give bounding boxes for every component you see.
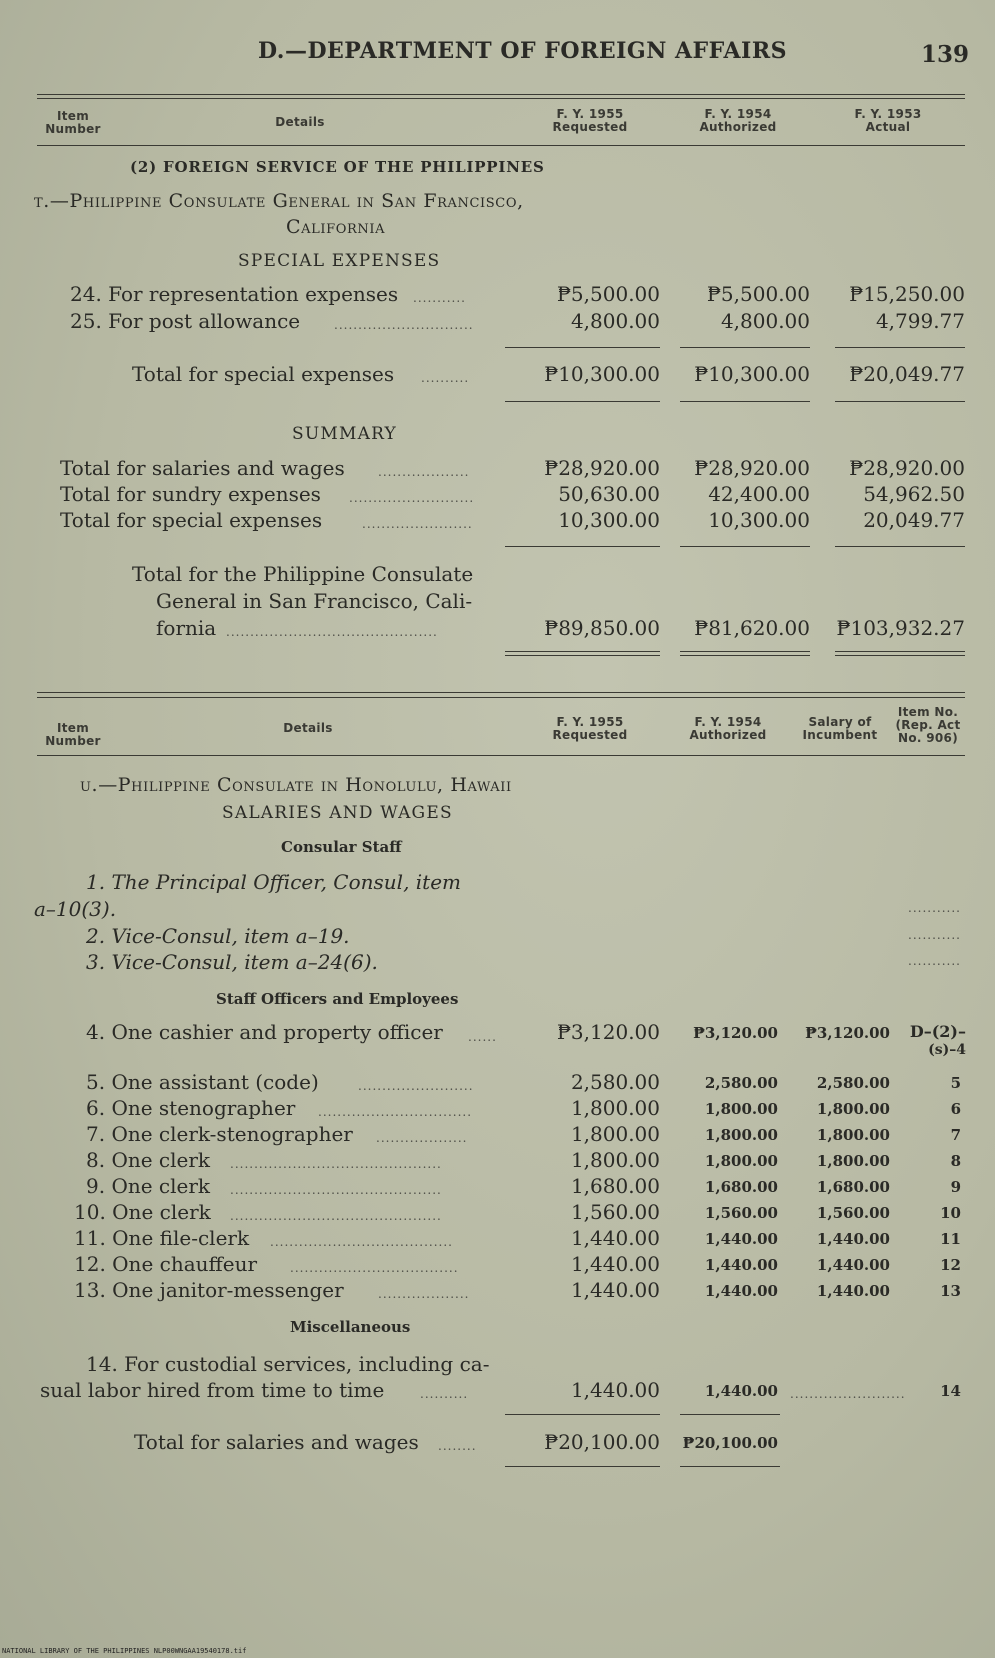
staff-heading: Staff Officers and Employees: [216, 990, 459, 1008]
staff-row-6-fy1954: 1,800.00: [704, 1100, 778, 1118]
staff-row-8-label: 8. One clerk: [86, 1148, 211, 1172]
table1-col-fy1955: F. Y. 1955 Requested: [552, 107, 628, 134]
staff-row-4-salary: ₱3,120.00: [805, 1024, 890, 1042]
staff-row-6-fy1955: 1,800.00: [570, 1096, 660, 1120]
table2-header-bottom-rule: [37, 755, 965, 756]
staff-row-13-item-no: 13: [940, 1282, 961, 1300]
staff-row-9-fy1954: 1,680.00: [704, 1178, 778, 1196]
staff-row-11-fy1955: 1,440.00: [570, 1226, 660, 1250]
summary-sundry-fy1954: 42,400.00: [708, 482, 810, 506]
staff-row-11-label: 11. One file-clerk: [74, 1226, 250, 1250]
consular-item-3: 3. Vice-Consul, item a–24(6).: [86, 950, 378, 974]
leader-dots: ........................: [790, 1387, 906, 1401]
consular-item-1-dots: ...........: [908, 901, 961, 915]
staff-row-7-label: 7. One clerk-stenographer: [86, 1122, 353, 1146]
sum-line: [835, 401, 965, 402]
summary-special-fy1953: 20,049.77: [863, 508, 965, 532]
staff-row-8-fy1954: 1,800.00: [704, 1152, 778, 1170]
summary-special-fy1955: 10,300.00: [558, 508, 660, 532]
table2-top-rule: [37, 692, 965, 693]
staff-row-5-fy1954: 2,580.00: [704, 1074, 778, 1092]
double-line: [835, 651, 965, 656]
page-number: 139: [921, 41, 970, 68]
total-salaries-fy1955: ₱20,100.00: [544, 1430, 660, 1454]
sum-line: [680, 1466, 780, 1467]
leader-dots: ..........: [420, 1387, 469, 1401]
total-salaries-fy1954: ₱20,100.00: [682, 1434, 778, 1452]
leader-dots: ............................................: [230, 1183, 442, 1197]
misc-row-14a: 14. For custodial services, including ca-: [86, 1352, 490, 1376]
leader-dots: ........................: [358, 1079, 474, 1093]
row-24-fy1955: ₱5,500.00: [556, 282, 660, 306]
staff-row-10-salary: 1,560.00: [816, 1204, 890, 1222]
table2-col-item: Item Number: [45, 721, 101, 748]
staff-row-12-fy1955: 1,440.00: [570, 1252, 660, 1276]
table1-header-bottom-rule: [37, 145, 965, 146]
leader-dots: .............................: [334, 318, 474, 332]
sum-line: [505, 401, 660, 402]
summary-sundry-fy1953: 54,962.50: [863, 482, 965, 506]
sum-line: [505, 347, 660, 348]
staff-row-11-fy1954: 1,440.00: [704, 1230, 778, 1248]
table2-col-salary: Salary of Incumbent: [802, 715, 878, 742]
leader-dots: ........: [438, 1439, 477, 1453]
row-24-fy1954: ₱5,500.00: [706, 282, 810, 306]
leader-dots: ...................: [378, 1287, 470, 1301]
staff-row-4-fy1954: ₱3,120.00: [693, 1024, 778, 1042]
staff-row-9-salary: 1,680.00: [816, 1178, 890, 1196]
table2-col-fy1955: F. Y. 1955 Requested: [552, 715, 628, 742]
salaries-heading: SALARIES AND WAGES: [222, 803, 453, 823]
sum-line: [680, 347, 810, 348]
misc-row-14b: sual labor hired from time to time: [40, 1378, 385, 1402]
misc-row-14-item-no: 14: [940, 1382, 961, 1400]
special-expenses-heading: SPECIAL EXPENSES: [238, 251, 441, 271]
staff-row-7-salary: 1,800.00: [816, 1126, 890, 1144]
staff-row-13-salary: 1,440.00: [816, 1282, 890, 1300]
total-salaries-label: Total for salaries and wages: [134, 1430, 419, 1454]
table1-col-details: Details: [275, 115, 325, 129]
sum-line: [835, 546, 965, 547]
staff-row-4-item-no: D–(2)–: [909, 1022, 966, 1041]
t-heading-line1: t.—Philippine Consulate General in San Francisco,: [34, 190, 524, 212]
sum-line: [505, 1466, 660, 1467]
summary-sundry-fy1955: 50,630.00: [558, 482, 660, 506]
sum-line: [835, 347, 965, 348]
staff-row-7-fy1954: 1,800.00: [704, 1126, 778, 1144]
staff-row-4-item-no-2: (s)–4: [928, 1042, 966, 1058]
total-special-fy1954: ₱10,300.00: [694, 362, 810, 386]
staff-row-8-item-no: 8: [950, 1152, 961, 1170]
consular-item-3-dots: ...........: [908, 954, 961, 968]
table1-top-rule: [37, 94, 965, 95]
row-25-fy1955: 4,800.00: [570, 309, 660, 333]
staff-row-10-fy1955: 1,560.00: [570, 1200, 660, 1224]
page-title: D.—DEPARTMENT OF FOREIGN AFFAIRS: [258, 38, 788, 64]
row-25-fy1954: 4,800.00: [720, 309, 810, 333]
total-special-label: Total for special expenses: [132, 362, 395, 386]
grand-total-line2: General in San Francisco, Cali-: [156, 589, 473, 613]
consular-item-1b: a–10(3).: [34, 897, 117, 921]
row-24-label: 24. For representation expenses: [70, 282, 399, 306]
row-25-fy1953: 4,799.77: [875, 309, 965, 333]
sum-line: [505, 546, 660, 547]
table2-col-details: Details: [283, 721, 333, 735]
staff-row-5-item-no: 5: [950, 1074, 961, 1092]
staff-row-10-fy1954: 1,560.00: [704, 1204, 778, 1222]
staff-row-8-fy1955: 1,800.00: [570, 1148, 660, 1172]
misc-heading: Miscellaneous: [290, 1318, 411, 1336]
table1-col-fy1953: F. Y. 1953 Actual: [854, 107, 922, 134]
staff-row-13-fy1955: 1,440.00: [570, 1278, 660, 1302]
summary-heading: SUMMARY: [292, 424, 397, 444]
row-24-fy1953: ₱15,250.00: [849, 282, 965, 306]
staff-row-10-item-no: 10: [940, 1204, 961, 1222]
staff-row-4-label: 4. One cashier and property officer: [86, 1020, 443, 1044]
summary-special-fy1954: 10,300.00: [708, 508, 810, 532]
leader-dots: .......................: [362, 517, 473, 531]
sum-line: [505, 1414, 660, 1415]
staff-row-9-item-no: 9: [950, 1178, 961, 1196]
staff-row-8-salary: 1,800.00: [816, 1152, 890, 1170]
staff-row-6-item-no: 6: [950, 1100, 961, 1118]
leader-dots: ............................................: [226, 625, 438, 639]
leader-dots: ...........: [413, 291, 466, 305]
row-25-label: 25. For post allowance: [70, 309, 301, 333]
consular-item-2: 2. Vice-Consul, item a–19.: [86, 924, 350, 948]
total-special-fy1953: ₱20,049.77: [849, 362, 965, 386]
sum-line: [680, 546, 810, 547]
staff-row-13-fy1954: 1,440.00: [704, 1282, 778, 1300]
summary-salaries-label: Total for salaries and wages: [60, 456, 345, 480]
consular-staff-heading: Consular Staff: [281, 838, 402, 856]
summary-special-label: Total for special expenses: [60, 508, 323, 532]
table2-col-fy1954: F. Y. 1954 Authorized: [689, 715, 767, 742]
grand-total-line3: fornia: [156, 616, 217, 640]
summary-salaries-fy1955: ₱28,920.00: [544, 456, 660, 480]
misc-row-14-fy1954: 1,440.00: [704, 1382, 778, 1400]
staff-row-12-item-no: 12: [940, 1256, 961, 1274]
grand-total-fy1955: ₱89,850.00: [544, 616, 660, 640]
staff-row-7-item-no: 7: [950, 1126, 961, 1144]
grand-total-fy1954: ₱81,620.00: [694, 616, 810, 640]
sum-line: [680, 401, 810, 402]
staff-row-5-label: 5. One assistant (code): [86, 1070, 319, 1094]
table1-top-rule-2: [37, 98, 965, 99]
total-special-fy1955: ₱10,300.00: [544, 362, 660, 386]
staff-row-5-salary: 2,580.00: [816, 1074, 890, 1092]
grand-total-line1: Total for the Philippine Consulate: [132, 562, 474, 586]
table1-col-item: Item Number: [45, 109, 101, 136]
u-heading: u.—Philippine Consulate in Honolulu, Hawaii: [80, 774, 512, 796]
double-line: [680, 651, 810, 656]
leader-dots: ..........: [421, 371, 470, 385]
staff-row-7-fy1955: 1,800.00: [570, 1122, 660, 1146]
grand-total-fy1953: ₱103,932.27: [836, 616, 965, 640]
double-line: [505, 651, 660, 656]
leader-dots: ............................................: [230, 1209, 442, 1223]
staff-row-6-salary: 1,800.00: [816, 1100, 890, 1118]
summary-salaries-fy1953: ₱28,920.00: [849, 456, 965, 480]
summary-sundry-label: Total for sundry expenses: [60, 482, 321, 506]
staff-row-9-fy1955: 1,680.00: [570, 1174, 660, 1198]
scan-footer: NATIONAL LIBRARY OF THE PHILIPPINES NLP00WNGAA19540178.tif: [2, 1647, 247, 1655]
staff-row-5-fy1955: 2,580.00: [570, 1070, 660, 1094]
staff-row-6-label: 6. One stenographer: [86, 1096, 296, 1120]
leader-dots: ..........................: [349, 491, 475, 505]
staff-row-12-fy1954: 1,440.00: [704, 1256, 778, 1274]
leader-dots: ...................................: [290, 1261, 459, 1275]
section-title: (2) FOREIGN SERVICE OF THE PHILIPPINES: [130, 158, 545, 176]
leader-dots: ...................: [376, 1131, 468, 1145]
staff-row-13-label: 13. One janitor-messenger: [74, 1278, 344, 1302]
summary-salaries-fy1954: ₱28,920.00: [694, 456, 810, 480]
staff-row-11-salary: 1,440.00: [816, 1230, 890, 1248]
leader-dots: ............................................: [230, 1157, 442, 1171]
consular-item-2-dots: ...........: [908, 928, 961, 942]
staff-row-12-salary: 1,440.00: [816, 1256, 890, 1274]
leader-dots: ......: [468, 1030, 497, 1044]
t-heading-line2: California: [286, 216, 386, 238]
leader-dots: ......................................: [270, 1235, 453, 1249]
staff-row-11-item-no: 11: [940, 1230, 961, 1248]
staff-row-12-label: 12. One chauffeur: [74, 1252, 258, 1276]
consular-item-1a: 1. The Principal Officer, Consul, item: [86, 870, 462, 894]
table2-col-item-no: Item No. (Rep. Act No. 906): [895, 705, 961, 745]
staff-row-9-label: 9. One clerk: [86, 1174, 211, 1198]
misc-row-14-fy1955: 1,440.00: [570, 1378, 660, 1402]
table2-top-rule-2: [37, 697, 965, 698]
sum-line: [680, 1414, 780, 1415]
staff-row-10-label: 10. One clerk: [74, 1200, 211, 1224]
leader-dots: ................................: [318, 1105, 473, 1119]
staff-row-4-fy1955: ₱3,120.00: [556, 1020, 660, 1044]
table1-col-fy1954: F. Y. 1954 Authorized: [699, 107, 777, 134]
leader-dots: ...................: [378, 465, 470, 479]
